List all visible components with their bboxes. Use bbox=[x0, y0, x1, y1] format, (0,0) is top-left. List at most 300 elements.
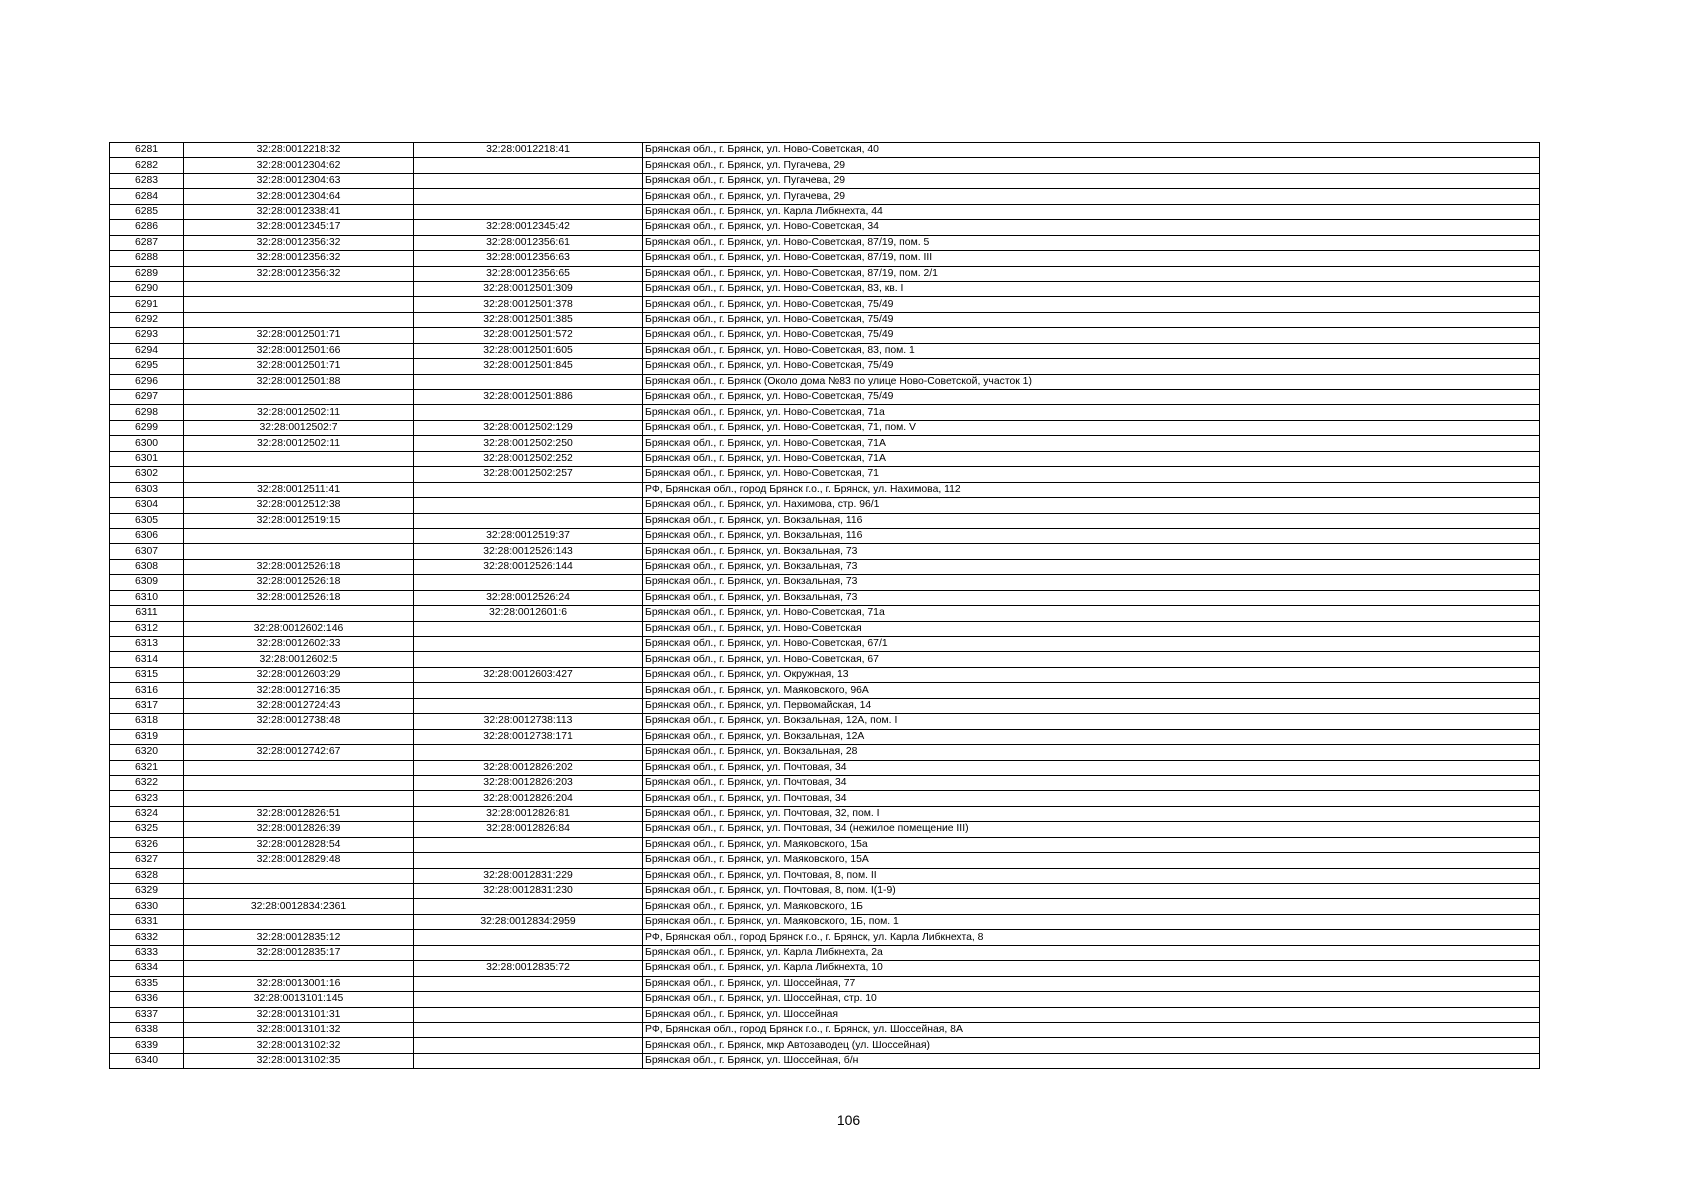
building-number-cell: 32:28:0012831:230 bbox=[414, 884, 643, 899]
table-row bbox=[110, 436, 1540, 451]
row-number-cell: 6309 bbox=[110, 575, 184, 590]
table-row bbox=[110, 698, 1540, 713]
building-number-cell bbox=[414, 837, 643, 852]
building-number-cell: 32:28:0012356:65 bbox=[414, 266, 643, 281]
address-cell: Брянская обл., г. Брянск, ул. Ново-Советская, 75/49 bbox=[643, 390, 1540, 405]
land-plot-number-cell: 32:28:0012835:17 bbox=[184, 945, 414, 960]
table-row bbox=[110, 559, 1540, 574]
row-number-cell: 6340 bbox=[110, 1053, 184, 1068]
table-row bbox=[110, 775, 1540, 790]
land-plot-number-cell: 32:28:0012502:11 bbox=[184, 436, 414, 451]
land-plot-number-cell: 32:28:0012835:12 bbox=[184, 930, 414, 945]
table-row bbox=[110, 945, 1540, 960]
table-row bbox=[110, 914, 1540, 929]
row-number-cell: 6327 bbox=[110, 853, 184, 868]
address-cell: Брянская обл., г. Брянск, ул. Вокзальная, 73 bbox=[643, 590, 1540, 605]
row-number-cell: 6307 bbox=[110, 544, 184, 559]
address-cell: Брянская обл., г. Брянск, ул. Ново-Советская, 83, пом. 1 bbox=[643, 343, 1540, 358]
building-number-cell: 32:28:0012501:378 bbox=[414, 297, 643, 312]
address-cell: Брянская обл., г. Брянск, ул. Ново-Советская, 71 bbox=[643, 467, 1540, 482]
address-cell: Брянская обл., г. Брянск, ул. Ново-Советская, 71А bbox=[643, 436, 1540, 451]
row-number-cell: 6336 bbox=[110, 992, 184, 1007]
address-cell: Брянская обл., г. Брянск, ул. Ново-Советская, 40 bbox=[643, 143, 1540, 158]
address-cell: Брянская обл., г. Брянск, ул. Почтовая, 8, пом. II bbox=[643, 868, 1540, 883]
address-cell: Брянская обл., г. Брянск, ул. Почтовая, 8, пом. I(1-9) bbox=[643, 884, 1540, 899]
table-row bbox=[110, 868, 1540, 883]
building-number-cell: 32:28:0012601:6 bbox=[414, 606, 643, 621]
table-row bbox=[110, 328, 1540, 343]
building-number-cell bbox=[414, 621, 643, 636]
land-plot-number-cell bbox=[184, 544, 414, 559]
land-plot-number-cell: 32:28:0012602:146 bbox=[184, 621, 414, 636]
land-plot-number-cell: 32:28:0012603:29 bbox=[184, 667, 414, 682]
table-row bbox=[110, 467, 1540, 482]
address-cell: Брянская обл., г. Брянск, ул. Ново-Советская, 87/19, пом. 5 bbox=[643, 235, 1540, 250]
building-number-cell bbox=[414, 992, 643, 1007]
table-row bbox=[110, 837, 1540, 852]
address-cell: РФ, Брянская обл., город Брянск г.о., г. Брянск, ул. Карла Либкнехта, 8 bbox=[643, 930, 1540, 945]
land-plot-number-cell: 32:28:0012826:39 bbox=[184, 822, 414, 837]
table-row bbox=[110, 899, 1540, 914]
building-number-cell: 32:28:0012826:203 bbox=[414, 775, 643, 790]
table-row bbox=[110, 745, 1540, 760]
land-plot-number-cell: 32:28:0012501:66 bbox=[184, 343, 414, 358]
land-plot-number-cell: 32:28:0012742:67 bbox=[184, 745, 414, 760]
table-row bbox=[110, 420, 1540, 435]
building-number-cell: 32:28:0012738:113 bbox=[414, 714, 643, 729]
building-number-cell: 32:28:0012356:63 bbox=[414, 251, 643, 266]
building-number-cell: 32:28:0012502:257 bbox=[414, 467, 643, 482]
row-number-cell: 6299 bbox=[110, 420, 184, 435]
table-row bbox=[110, 189, 1540, 204]
page-number: 106 bbox=[836, 1112, 861, 1128]
land-plot-number-cell: 32:28:0012304:64 bbox=[184, 189, 414, 204]
building-number-cell bbox=[414, 173, 643, 188]
table-row bbox=[110, 158, 1540, 173]
table-row bbox=[110, 343, 1540, 358]
land-plot-number-cell bbox=[184, 914, 414, 929]
table-row bbox=[110, 760, 1540, 775]
table-row bbox=[110, 482, 1540, 497]
address-cell: Брянская обл., г. Брянск, ул. Вокзальная, 12А, пом. I bbox=[643, 714, 1540, 729]
land-plot-number-cell: 32:28:0012526:18 bbox=[184, 590, 414, 605]
row-number-cell: 6313 bbox=[110, 637, 184, 652]
table-row bbox=[110, 992, 1540, 1007]
building-number-cell: 32:28:0012218:41 bbox=[414, 143, 643, 158]
land-plot-number-cell: 32:28:0012738:48 bbox=[184, 714, 414, 729]
table-row bbox=[110, 251, 1540, 266]
building-number-cell bbox=[414, 1022, 643, 1037]
land-plot-number-cell bbox=[184, 760, 414, 775]
table-row bbox=[110, 621, 1540, 636]
land-plot-number-cell bbox=[184, 868, 414, 883]
building-number-cell: 32:28:0012603:427 bbox=[414, 667, 643, 682]
address-cell: Брянская обл., г. Брянск, ул. Ново-Советская, 75/49 bbox=[643, 312, 1540, 327]
row-number-cell: 6325 bbox=[110, 822, 184, 837]
building-number-cell bbox=[414, 637, 643, 652]
building-number-cell: 32:28:0012519:37 bbox=[414, 528, 643, 543]
row-number-cell: 6326 bbox=[110, 837, 184, 852]
row-number-cell: 6295 bbox=[110, 359, 184, 374]
building-number-cell bbox=[414, 683, 643, 698]
table-row bbox=[110, 204, 1540, 219]
building-number-cell: 32:28:0012526:143 bbox=[414, 544, 643, 559]
row-number-cell: 6328 bbox=[110, 868, 184, 883]
table-row bbox=[110, 714, 1540, 729]
address-cell: Брянская обл., г. Брянск, ул. Вокзальная, 73 bbox=[643, 575, 1540, 590]
address-cell: Брянская обл., г. Брянск, ул. Почтовая, 34 bbox=[643, 775, 1540, 790]
address-cell: Брянская обл., г. Брянск, ул. Ново-Советская, 71А bbox=[643, 451, 1540, 466]
address-cell: Брянская обл., г. Брянск, ул. Карла Либкнехта, 44 bbox=[643, 204, 1540, 219]
table-row bbox=[110, 173, 1540, 188]
address-cell: Брянская обл., г. Брянск, ул. Почтовая, 34 bbox=[643, 760, 1540, 775]
building-number-cell: 32:28:0012738:171 bbox=[414, 729, 643, 744]
row-number-cell: 6339 bbox=[110, 1038, 184, 1053]
table-row bbox=[110, 143, 1540, 158]
table-row bbox=[110, 822, 1540, 837]
land-plot-number-cell: 32:28:0012828:54 bbox=[184, 837, 414, 852]
table-row bbox=[110, 1022, 1540, 1037]
address-cell: Брянская обл., г. Брянск, ул. Пугачева, 29 bbox=[643, 173, 1540, 188]
table-row bbox=[110, 544, 1540, 559]
row-number-cell: 6283 bbox=[110, 173, 184, 188]
land-plot-number-cell bbox=[184, 775, 414, 790]
land-plot-number-cell: 32:28:0012724:43 bbox=[184, 698, 414, 713]
address-cell: Брянская обл., г. Брянск, ул. Окружная, 13 bbox=[643, 667, 1540, 682]
building-number-cell: 32:28:0012826:204 bbox=[414, 791, 643, 806]
table-row bbox=[110, 806, 1540, 821]
row-number-cell: 6305 bbox=[110, 513, 184, 528]
row-number-cell: 6282 bbox=[110, 158, 184, 173]
row-number-cell: 6337 bbox=[110, 1007, 184, 1022]
building-number-cell bbox=[414, 930, 643, 945]
row-number-cell: 6306 bbox=[110, 528, 184, 543]
address-cell: Брянская обл., г. Брянск, ул. Ново-Советская, 75/49 bbox=[643, 297, 1540, 312]
row-number-cell: 6286 bbox=[110, 220, 184, 235]
address-cell: Брянская обл., г. Брянск, ул. Вокзальная, 12А bbox=[643, 729, 1540, 744]
address-cell: Брянская обл., г. Брянск, ул. Карла Либкнехта, 10 bbox=[643, 961, 1540, 976]
address-cell: Брянская обл., г. Брянск, ул. Ново-Советская bbox=[643, 621, 1540, 636]
table-row bbox=[110, 513, 1540, 528]
building-number-cell: 32:28:0012501:572 bbox=[414, 328, 643, 343]
building-number-cell: 32:28:0012826:81 bbox=[414, 806, 643, 821]
table-row bbox=[110, 791, 1540, 806]
row-number-cell: 6324 bbox=[110, 806, 184, 821]
table-row bbox=[110, 729, 1540, 744]
land-plot-number-cell: 32:28:0012526:18 bbox=[184, 575, 414, 590]
row-number-cell: 6321 bbox=[110, 760, 184, 775]
row-number-cell: 6287 bbox=[110, 235, 184, 250]
row-number-cell: 6331 bbox=[110, 914, 184, 929]
address-cell: Брянская обл., г. Брянск, ул. Почтовая, 34 bbox=[643, 791, 1540, 806]
table-row bbox=[110, 884, 1540, 899]
building-number-cell bbox=[414, 976, 643, 991]
land-plot-number-cell bbox=[184, 281, 414, 296]
table-row bbox=[110, 266, 1540, 281]
building-number-cell: 32:28:0012502:129 bbox=[414, 420, 643, 435]
building-number-cell: 32:28:0012834:2959 bbox=[414, 914, 643, 929]
land-plot-number-cell bbox=[184, 606, 414, 621]
land-plot-number-cell: 32:28:0012356:32 bbox=[184, 235, 414, 250]
building-number-cell bbox=[414, 513, 643, 528]
land-plot-number-cell bbox=[184, 884, 414, 899]
row-number-cell: 6293 bbox=[110, 328, 184, 343]
land-plot-number-cell: 32:28:0012345:17 bbox=[184, 220, 414, 235]
address-cell: Брянская обл., г. Брянск, ул. Ново-Советская, 71, пом. V bbox=[643, 420, 1540, 435]
address-cell: Брянская обл., г. Брянск, ул. Ново-Советская, 87/19, пом. 2/1 bbox=[643, 266, 1540, 281]
property-table bbox=[109, 142, 1540, 1069]
table-row bbox=[110, 683, 1540, 698]
table-row bbox=[110, 374, 1540, 389]
address-cell: Брянская обл., г. Брянск, ул. Почтовая, 32, пом. I bbox=[643, 806, 1540, 821]
building-number-cell: 32:28:0012501:385 bbox=[414, 312, 643, 327]
building-number-cell bbox=[414, 945, 643, 960]
address-cell: Брянская обл., г. Брянск, ул. Вокзальная, 116 bbox=[643, 528, 1540, 543]
address-cell: Брянская обл., г. Брянск, ул. Шоссейная bbox=[643, 1007, 1540, 1022]
table-row bbox=[110, 1038, 1540, 1053]
land-plot-number-cell: 32:28:0013101:31 bbox=[184, 1007, 414, 1022]
building-number-cell: 32:28:0012835:72 bbox=[414, 961, 643, 976]
row-number-cell: 6329 bbox=[110, 884, 184, 899]
land-plot-number-cell: 32:28:0012304:62 bbox=[184, 158, 414, 173]
address-cell: Брянская обл., г. Брянск, ул. Ново-Советская, 87/19, пом. III bbox=[643, 251, 1540, 266]
table-row bbox=[110, 1053, 1540, 1068]
table-row bbox=[110, 667, 1540, 682]
building-number-cell bbox=[414, 405, 643, 420]
land-plot-number-cell: 32:28:0012502:11 bbox=[184, 405, 414, 420]
row-number-cell: 6308 bbox=[110, 559, 184, 574]
row-number-cell: 6316 bbox=[110, 683, 184, 698]
land-plot-number-cell bbox=[184, 961, 414, 976]
land-plot-number-cell: 32:28:0012304:63 bbox=[184, 173, 414, 188]
address-cell: Брянская обл., г. Брянск, ул. Пугачева, 29 bbox=[643, 158, 1540, 173]
row-number-cell: 6300 bbox=[110, 436, 184, 451]
building-number-cell bbox=[414, 1038, 643, 1053]
row-number-cell: 6292 bbox=[110, 312, 184, 327]
row-number-cell: 6322 bbox=[110, 775, 184, 790]
address-cell: Брянская обл., г. Брянск, ул. Ново-Советская, 75/49 bbox=[643, 328, 1540, 343]
land-plot-number-cell bbox=[184, 312, 414, 327]
row-number-cell: 6317 bbox=[110, 698, 184, 713]
table-row bbox=[110, 390, 1540, 405]
building-number-cell bbox=[414, 204, 643, 219]
land-plot-number-cell: 32:28:0013001:16 bbox=[184, 976, 414, 991]
table-row bbox=[110, 961, 1540, 976]
land-plot-number-cell bbox=[184, 791, 414, 806]
building-number-cell bbox=[414, 189, 643, 204]
table-row bbox=[110, 930, 1540, 945]
address-cell: Брянская обл., г. Брянск, ул. Вокзальная, 73 bbox=[643, 544, 1540, 559]
building-number-cell: 32:28:0012501:845 bbox=[414, 359, 643, 374]
table-row bbox=[110, 575, 1540, 590]
row-number-cell: 6319 bbox=[110, 729, 184, 744]
land-plot-number-cell: 32:28:0012834:2361 bbox=[184, 899, 414, 914]
row-number-cell: 6301 bbox=[110, 451, 184, 466]
table-row bbox=[110, 498, 1540, 513]
land-plot-number-cell: 32:28:0012501:71 bbox=[184, 328, 414, 343]
land-plot-number-cell: 32:28:0012356:32 bbox=[184, 266, 414, 281]
building-number-cell bbox=[414, 1053, 643, 1068]
land-plot-number-cell: 32:28:0012512:38 bbox=[184, 498, 414, 513]
table-body bbox=[110, 143, 1540, 1069]
row-number-cell: 6314 bbox=[110, 652, 184, 667]
building-number-cell: 32:28:0012831:229 bbox=[414, 868, 643, 883]
table-row bbox=[110, 405, 1540, 420]
table-row bbox=[110, 220, 1540, 235]
address-cell: Брянская обл., г. Брянск, ул. Шоссейная, стр. 10 bbox=[643, 992, 1540, 1007]
row-number-cell: 6303 bbox=[110, 482, 184, 497]
row-number-cell: 6334 bbox=[110, 961, 184, 976]
row-number-cell: 6320 bbox=[110, 745, 184, 760]
land-plot-number-cell: 32:28:0012501:71 bbox=[184, 359, 414, 374]
address-cell: РФ, Брянская обл., город Брянск г.о., г. Брянск, ул. Нахимова, 112 bbox=[643, 482, 1540, 497]
building-number-cell: 32:28:0012502:252 bbox=[414, 451, 643, 466]
address-cell: Брянская обл., г. Брянск, ул. Ново-Советская, 83, кв. I bbox=[643, 281, 1540, 296]
address-cell: Брянская обл., г. Брянск, ул. Ново-Советская, 71а bbox=[643, 405, 1540, 420]
row-number-cell: 6335 bbox=[110, 976, 184, 991]
land-plot-number-cell: 32:28:0013101:32 bbox=[184, 1022, 414, 1037]
building-number-cell bbox=[414, 1007, 643, 1022]
building-number-cell bbox=[414, 853, 643, 868]
land-plot-number-cell: 32:28:0012356:32 bbox=[184, 251, 414, 266]
land-plot-number-cell: 32:28:0012511:41 bbox=[184, 482, 414, 497]
address-cell: Брянская обл., г. Брянск, ул. Маяковского, 1Б bbox=[643, 899, 1540, 914]
address-cell: Брянская обл., г. Брянск, ул. Ново-Советская, 75/49 bbox=[643, 359, 1540, 374]
building-number-cell bbox=[414, 158, 643, 173]
land-plot-number-cell: 32:28:0012602:33 bbox=[184, 637, 414, 652]
row-number-cell: 6318 bbox=[110, 714, 184, 729]
row-number-cell: 6291 bbox=[110, 297, 184, 312]
address-cell: Брянская обл., г. Брянск, ул. Маяковского, 15А bbox=[643, 853, 1540, 868]
building-number-cell: 32:28:0012356:61 bbox=[414, 235, 643, 250]
address-cell: Брянская обл., г. Брянск, ул. Вокзальная, 28 bbox=[643, 745, 1540, 760]
land-plot-number-cell bbox=[184, 528, 414, 543]
building-number-cell bbox=[414, 498, 643, 513]
land-plot-number-cell bbox=[184, 729, 414, 744]
address-cell: Брянская обл., г. Брянск, ул. Пугачева, 29 bbox=[643, 189, 1540, 204]
row-number-cell: 6330 bbox=[110, 899, 184, 914]
row-number-cell: 6312 bbox=[110, 621, 184, 636]
land-plot-number-cell: 32:28:0012526:18 bbox=[184, 559, 414, 574]
table-row bbox=[110, 1007, 1540, 1022]
land-plot-number-cell: 32:28:0012602:5 bbox=[184, 652, 414, 667]
row-number-cell: 6333 bbox=[110, 945, 184, 960]
row-number-cell: 6315 bbox=[110, 667, 184, 682]
address-cell: Брянская обл., г. Брянск, ул. Ново-Советская, 67 bbox=[643, 652, 1540, 667]
row-number-cell: 6294 bbox=[110, 343, 184, 358]
table-row bbox=[110, 528, 1540, 543]
row-number-cell: 6289 bbox=[110, 266, 184, 281]
land-plot-number-cell: 32:28:0013101:145 bbox=[184, 992, 414, 1007]
building-number-cell bbox=[414, 482, 643, 497]
table-row bbox=[110, 451, 1540, 466]
land-plot-number-cell: 32:28:0013102:35 bbox=[184, 1053, 414, 1068]
address-cell: Брянская обл., г. Брянск, ул. Карла Либкнехта, 2а bbox=[643, 945, 1540, 960]
row-number-cell: 6298 bbox=[110, 405, 184, 420]
row-number-cell: 6304 bbox=[110, 498, 184, 513]
address-cell: Брянская обл., г. Брянск, ул. Ново-Советская, 67/1 bbox=[643, 637, 1540, 652]
land-plot-number-cell bbox=[184, 297, 414, 312]
building-number-cell bbox=[414, 374, 643, 389]
building-number-cell bbox=[414, 575, 643, 590]
row-number-cell: 6310 bbox=[110, 590, 184, 605]
address-cell: Брянская обл., г. Брянск, ул. Ново-Советская, 34 bbox=[643, 220, 1540, 235]
building-number-cell bbox=[414, 652, 643, 667]
land-plot-number-cell: 32:28:0012502:7 bbox=[184, 420, 414, 435]
address-cell: Брянская обл., г. Брянск, ул. Ново-Советская, 71а bbox=[643, 606, 1540, 621]
building-number-cell: 32:28:0012826:84 bbox=[414, 822, 643, 837]
row-number-cell: 6302 bbox=[110, 467, 184, 482]
land-plot-number-cell: 32:28:0012218:32 bbox=[184, 143, 414, 158]
row-number-cell: 6338 bbox=[110, 1022, 184, 1037]
row-number-cell: 6285 bbox=[110, 204, 184, 219]
land-plot-number-cell: 32:28:0012501:88 bbox=[184, 374, 414, 389]
row-number-cell: 6290 bbox=[110, 281, 184, 296]
address-cell: РФ, Брянская обл., город Брянск г.о., г. Брянск, ул. Шоссейная, 8А bbox=[643, 1022, 1540, 1037]
table-row bbox=[110, 637, 1540, 652]
row-number-cell: 6296 bbox=[110, 374, 184, 389]
table-row bbox=[110, 297, 1540, 312]
row-number-cell: 6281 bbox=[110, 143, 184, 158]
land-plot-number-cell: 32:28:0012519:15 bbox=[184, 513, 414, 528]
table-row bbox=[110, 312, 1540, 327]
building-number-cell: 32:28:0012345:42 bbox=[414, 220, 643, 235]
building-number-cell: 32:28:0012526:24 bbox=[414, 590, 643, 605]
address-cell: Брянская обл., г. Брянск, ул. Маяковского, 1Б, пом. 1 bbox=[643, 914, 1540, 929]
table-row bbox=[110, 590, 1540, 605]
table-row bbox=[110, 652, 1540, 667]
building-number-cell: 32:28:0012501:309 bbox=[414, 281, 643, 296]
address-cell: Брянская обл., г. Брянск, ул. Первомайская, 14 bbox=[643, 698, 1540, 713]
table-row bbox=[110, 976, 1540, 991]
table-row bbox=[110, 235, 1540, 250]
land-plot-number-cell bbox=[184, 467, 414, 482]
address-cell: Брянская обл., г. Брянск, мкр Автозаводец (ул. Шоссейная) bbox=[643, 1038, 1540, 1053]
row-number-cell: 6288 bbox=[110, 251, 184, 266]
table-row bbox=[110, 606, 1540, 621]
table-row bbox=[110, 281, 1540, 296]
table-row bbox=[110, 359, 1540, 374]
land-plot-number-cell bbox=[184, 451, 414, 466]
table-row bbox=[110, 853, 1540, 868]
land-plot-number-cell bbox=[184, 390, 414, 405]
address-cell: Брянская обл., г. Брянск, ул. Нахимова, стр. 96/1 bbox=[643, 498, 1540, 513]
building-number-cell: 32:28:0012826:202 bbox=[414, 760, 643, 775]
address-cell: Брянская обл., г. Брянск, ул. Почтовая, 34 (нежилое помещение III) bbox=[643, 822, 1540, 837]
building-number-cell bbox=[414, 698, 643, 713]
address-cell: Брянская обл., г. Брянск (Около дома №83 по улице Ново-Советской, участок 1) bbox=[643, 374, 1540, 389]
building-number-cell: 32:28:0012526:144 bbox=[414, 559, 643, 574]
row-number-cell: 6297 bbox=[110, 390, 184, 405]
address-cell: Брянская обл., г. Брянск, ул. Вокзальная, 73 bbox=[643, 559, 1540, 574]
address-cell: Брянская обл., г. Брянск, ул. Маяковского, 96А bbox=[643, 683, 1540, 698]
building-number-cell bbox=[414, 899, 643, 914]
address-cell: Брянская обл., г. Брянск, ул. Вокзальная, 116 bbox=[643, 513, 1540, 528]
land-plot-number-cell: 32:28:0012716:35 bbox=[184, 683, 414, 698]
land-plot-number-cell: 32:28:0012829:48 bbox=[184, 853, 414, 868]
building-number-cell: 32:28:0012502:250 bbox=[414, 436, 643, 451]
row-number-cell: 6323 bbox=[110, 791, 184, 806]
building-number-cell: 32:28:0012501:605 bbox=[414, 343, 643, 358]
land-plot-number-cell: 32:28:0012338:41 bbox=[184, 204, 414, 219]
row-number-cell: 6332 bbox=[110, 930, 184, 945]
row-number-cell: 6311 bbox=[110, 606, 184, 621]
land-plot-number-cell: 32:28:0013102:32 bbox=[184, 1038, 414, 1053]
building-number-cell bbox=[414, 745, 643, 760]
address-cell: Брянская обл., г. Брянск, ул. Шоссейная, б/н bbox=[643, 1053, 1540, 1068]
row-number-cell: 6284 bbox=[110, 189, 184, 204]
address-cell: Брянская обл., г. Брянск, ул. Шоссейная, 77 bbox=[643, 976, 1540, 991]
